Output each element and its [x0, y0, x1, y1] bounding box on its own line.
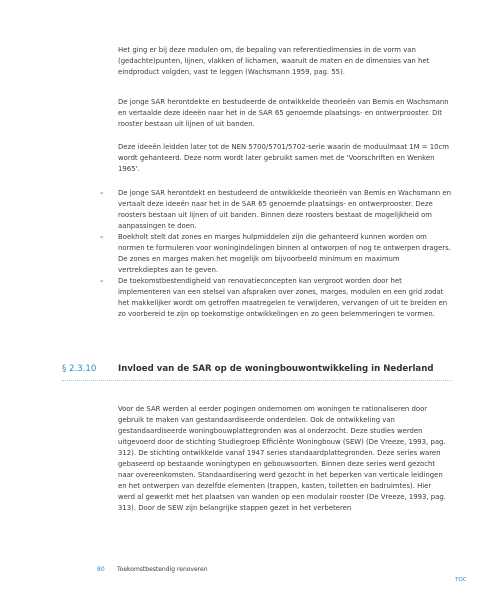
toc-link[interactable]: TOC: [455, 577, 467, 583]
dash-bullet-icon: –: [100, 189, 104, 197]
list-item: [100, 188, 452, 232]
bullet-text: De jonge SAR herontdekt en bestudeerd de ontwikkelde theorieën van Bemis en Wachsmann en vertaalt deze ideeën naar het in de SAR 65 genoemde plaatsings- en ontwerprooster. Deze roosters bestaan uit lijnen of uit banden. Binnen deze roosters bestaat de mogelijkheid om aanpassingen te doen.: [118, 189, 451, 230]
paragraph-body: Voor de SAR werden al eerder pogingen ondernomen om woningen te rationaliseren door gebruik te maken van gestandaardiseerde onderdelen. Ook de ontwikkeling van gestandaardiseerde woningbouwplattegronden was al onderzocht. Deze studies werden uitgevoerd door de stichting Studiegroep Efficiënte Woningbouw (SEW) (De Vreeze, 1993, pag. 312). De stichting ontwikkelde vanaf 1947 series standaardplattegronden. Deze series waren gebaseerd op bestaande woningtypen en gebouwsoorten. Binnen deze series werd gezocht naar overeenkomsten. Standaardisering werd gezocht in het beperken van verticale leidingen en het ontwerpen van dezelfde elementen (trappen, kasten, toiletten en badruimtes). Hier werd al gewerkt met het plaatsen van wanden op een modulair rooster (De Vreeze, 1993, pag. 313). Door de SEW zijn belangrijke stappen gezet in het verbeteren: [118, 405, 446, 512]
dash-bullet-icon: –: [100, 233, 104, 241]
bullet-text: De toekomstbestendigheid van renovatieconcepten kan vergroot worden door het implementeren van een stelsel van afspraken over zones, marges, modulen en een grid zodat het makkelijker wordt om getroffen maatregelen te verwijderen, vervangen of uit te breiden en zo voorbereid te zijn op toekomstige ontwikkelingen en zo geen belemmeringen te vormen.: [118, 277, 448, 318]
section-title: Invloed van de SAR op de woningbouwontwikkeling in Nederland: [118, 364, 434, 374]
footer-title: Toekomstbestendig renoveren: [117, 566, 208, 573]
paragraph-3: Deze ideeën leidden later tot de NEN 5700/5701/5702-serie waarin de moduulmaat 1M = 10cm wordt gehanteerd. Deze norm wordt later gebruikt samen met de 'Voorschriften en Wenken 1965'.: [118, 143, 450, 173]
bullet-text: Boekholt stelt dat zones en marges hulpmiddelen zijn die gehanteerd kunnen worden om normen te formuleren voor woningindelingen binnen al ontworpen of nog te ontwerpen dragers. De zones en marges maken het mogelijk om bijvoorbeeld minimum en maximum vertrekdieptes aan te geven.: [118, 233, 451, 274]
section-heading: [62, 364, 452, 381]
page-number: 80: [97, 566, 105, 573]
section-number: § 2.3.10: [62, 364, 97, 374]
list-item: [100, 276, 452, 320]
bullet-list: [100, 188, 452, 320]
dash-bullet-icon: –: [100, 277, 104, 285]
paragraph-1: Het ging er bij deze modulen om, de bepaling van referentiedimensies in de vorm van (gedachte)punten, lijnen, vlakken of lichamen, waaruit de maten en de dimensies van het eindproduct volgden, vast te leggen (Wachsmann 1959, pag. 55).: [118, 46, 430, 76]
list-item: [100, 232, 452, 276]
paragraph-2: De jonge SAR herontdekte en bestudeerde de ontwikkelde theorieën van Bemis en Wachsmann en vertaalde deze ideeën naar het in de SAR 65 genoemde plaatsings- en ontwerprooster. Dit rooster bestaan uit lijnen of uit banden.: [118, 98, 449, 128]
